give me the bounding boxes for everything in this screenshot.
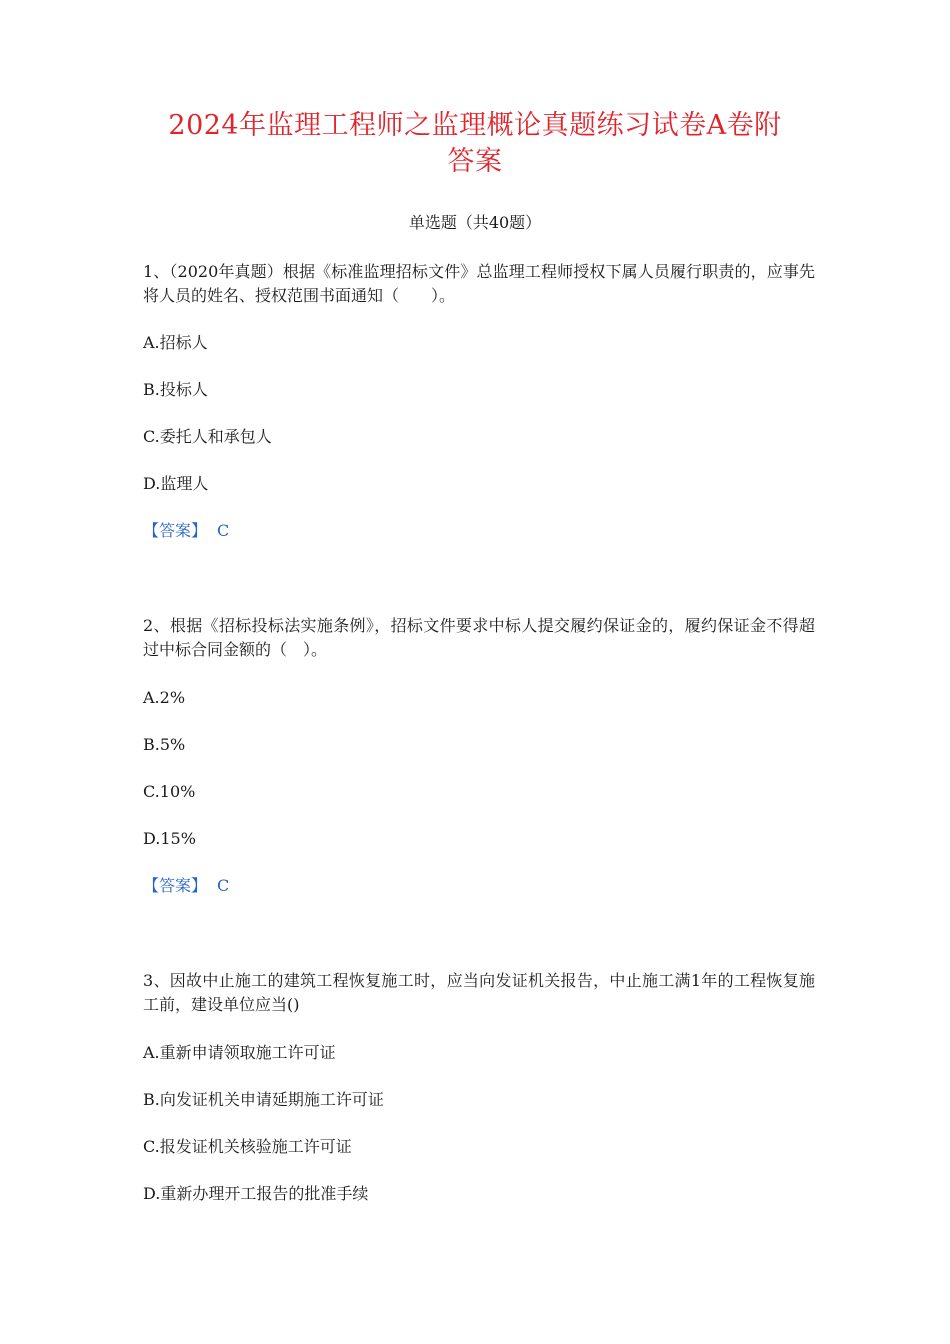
question-3-option-c: C.报发证机关核验施工许可证 — [143, 1137, 352, 1156]
section-heading: 单选题（共40题） — [408, 213, 542, 232]
question-1-stem: 1、（2020年真题）根据《标准监理招标文件》总监理工程师授权下属人员履行职责的，应事先将人员的姓名、授权范围书面通知（ ）。 — [143, 262, 815, 305]
document-title — [100, 108, 850, 180]
question-3-option-a: A.重新申请领取施工许可证 — [143, 1043, 336, 1062]
answer-label: 【答案】 — [143, 876, 208, 895]
question-1-option-a: A.招标人 — [143, 333, 208, 352]
question-1-answer — [143, 520, 229, 542]
answer-value: C — [217, 521, 230, 540]
answer-value: C — [217, 876, 230, 895]
question-2-option-d: D.15% — [143, 829, 196, 848]
question-2-option-a: A.2% — [143, 688, 186, 707]
question-2-answer — [143, 875, 229, 897]
answer-label: 【答案】 — [143, 521, 208, 540]
question-2-option-b: B.5% — [143, 735, 186, 754]
question-3-option-d: D.重新办理开工报告的批准手续 — [143, 1184, 369, 1203]
question-1-option-d: D.监理人 — [143, 474, 209, 493]
question-2-option-c: C.10% — [143, 782, 196, 801]
title-line-2: 答案 — [447, 146, 503, 177]
question-1-option-c: C.委托人和承包人 — [143, 427, 272, 446]
question-2-stem: 2、根据《招标投标法实施条例》，招标文件要求中标人提交履约保证金的，履约保证金不得超过中标合同金额的（ ）。 — [143, 616, 815, 659]
question-1-option-b: B.投标人 — [143, 380, 208, 399]
question-3-option-b: B.向发证机关申请延期施工许可证 — [143, 1090, 384, 1109]
title-line-1: 2024年监理工程师之监理概论真题练习试卷A卷附 — [168, 110, 782, 141]
question-3-stem: 3、因故中止施工的建筑工程恢复施工时，应当向发证机关报告，中止施工满1年的工程恢复施工前，建设单位应当() — [143, 971, 815, 1014]
